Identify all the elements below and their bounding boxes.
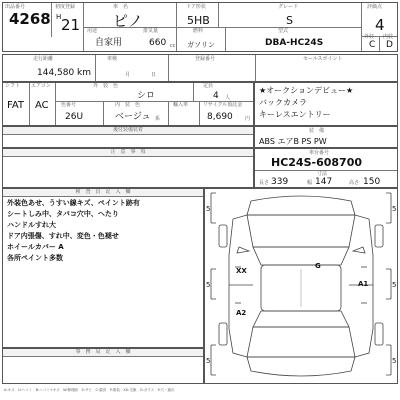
damage-mark-a1: A1 [358, 280, 369, 288]
remarks-label: 検 査 員 記 入 欄 [3, 189, 203, 197]
mileage-label: 走行距離 [33, 56, 54, 62]
score-label: 評価点 [367, 4, 383, 10]
interior-color-suffix: 系 [155, 116, 161, 122]
day-label: 日 [151, 72, 157, 78]
month-label: 月 [125, 72, 131, 78]
sales-point-3: キーレスエントリー [259, 110, 331, 119]
grade: S [286, 14, 293, 27]
retrofit-label: 後付装備装着 [3, 127, 253, 135]
exterior-grade: C [369, 40, 376, 50]
remark-line: ホイールカバー A [7, 243, 64, 251]
lot-label: 出品番号 [5, 4, 26, 10]
length-label: 長さ [259, 180, 270, 186]
damage-mark-xx: XX [236, 267, 247, 275]
grade-label: グレード [278, 4, 299, 10]
score: 4 [375, 16, 385, 34]
ac-label: エアコン [31, 83, 51, 89]
sales-point-2: バックカメラ [259, 98, 307, 107]
car-label: 車 名 [113, 4, 129, 10]
recycle-unit: 円 [245, 116, 251, 122]
height: 150 [363, 177, 381, 187]
chassis-number: HC24S-608700 [271, 156, 362, 169]
displacement-unit: cc [170, 43, 176, 49]
remark-line: 各所ペイント多数 [7, 254, 63, 262]
section-mark: 5 [206, 357, 211, 365]
remark-line: 外装色あせ、うすい線キズ、ペイント跡有 [7, 199, 140, 207]
displacement-label: 排気量 [143, 28, 159, 34]
lot-number: 4268 [9, 10, 51, 28]
model-label: 型式 [278, 28, 289, 34]
fuel: ガソリン [187, 41, 215, 49]
chassis-box [254, 148, 398, 188]
doors-label: ドア形状 [186, 4, 206, 10]
header-block [2, 2, 398, 52]
color-code-label: 色番号 [61, 102, 77, 108]
shift: FAT [7, 100, 25, 111]
usage: 自家用 [95, 38, 123, 48]
inspection-label: 車検 [107, 56, 118, 62]
fuel-label: 燃料 [193, 28, 204, 34]
interior-grade-label: 内装 [383, 34, 394, 40]
capacity-label: 定員 [203, 83, 214, 89]
era: H [56, 13, 62, 21]
registration-label: 登録番号 [195, 56, 216, 62]
equipment-label: 装 備 [309, 128, 325, 134]
section-mark: 5 [392, 281, 397, 289]
damage-mark-g: G [315, 262, 321, 270]
shift-label: シフト [5, 83, 21, 89]
car-name: ピノ [113, 12, 143, 30]
year: 21 [61, 16, 81, 34]
sales-point-1: ★オークションデビュー★ [259, 86, 354, 95]
displacement: 660 [149, 38, 167, 48]
capacity-unit: 人 [225, 95, 231, 101]
interior-grade: D [386, 40, 393, 50]
capacity: 4 [213, 91, 219, 101]
notes-label: 注 意 事 項 [3, 149, 253, 157]
color-code: 26U [65, 112, 84, 122]
remark-line: ハンドルすれ大 [7, 221, 56, 229]
color-label: 外 装 色 [93, 83, 119, 89]
mileage: 144,580 [37, 68, 75, 78]
remark-line: ドア内張傷、すれ中、変色・色褪せ [7, 232, 119, 240]
sales-points [254, 82, 398, 126]
sales-point-label: セールスポイント [303, 56, 343, 62]
exterior-color: シロ [137, 91, 156, 101]
damage-mark-a2: A2 [236, 309, 247, 317]
spec-block [2, 82, 254, 126]
recycle-label: リサイクル預託金 [203, 102, 243, 108]
inspector-remarks [2, 188, 204, 348]
recycle-fee: 8,690 [207, 112, 233, 122]
height-label: 高さ [349, 180, 360, 186]
equipment: ABS エアB PS PW [259, 137, 327, 146]
notes-box [2, 148, 254, 188]
width: 147 [315, 177, 333, 187]
usage-label: 用途 [87, 28, 98, 34]
interior-color-label: 内 装 色 [115, 102, 141, 108]
length: 339 [271, 177, 289, 187]
mileage-unit: km [77, 68, 91, 78]
section-mark: 5 [392, 357, 397, 365]
section-mark: 5 [206, 205, 211, 213]
section-mark: 5 [206, 281, 211, 289]
retrofit-row [2, 126, 254, 148]
equipment-box [254, 126, 398, 148]
damage-legend: A:キズ U:ヘコミ B:ヘコミ+キズ W:修理跡 S:サビ C:腐食 P:塗装 XX:交換 G:ガラス Y:穴・割れ [4, 388, 175, 392]
doors: 5HB [187, 14, 210, 27]
office-label: 事 務 局 記 入 欄 [3, 349, 203, 357]
import-label: 輸入車 [173, 102, 189, 108]
mileage-row [2, 54, 398, 82]
year-label: 初度登録 [55, 4, 76, 10]
car-diagram [204, 188, 398, 384]
remark-line: シートしみ中、タバコ穴中、へたり [7, 210, 119, 218]
office-box [2, 348, 204, 384]
auction-sheet [2, 2, 398, 398]
air-conditioning: AC [35, 100, 49, 111]
dimensions-label: 寸法 [317, 171, 328, 177]
section-mark: 5 [392, 205, 397, 213]
exterior-grade-label: 外装 [364, 34, 375, 40]
model-code: DBA-HC24S [265, 38, 324, 48]
width-label: 幅 [307, 180, 313, 186]
interior-color: ベージュ [115, 112, 151, 122]
chassis-label: 車台番号 [309, 150, 330, 156]
